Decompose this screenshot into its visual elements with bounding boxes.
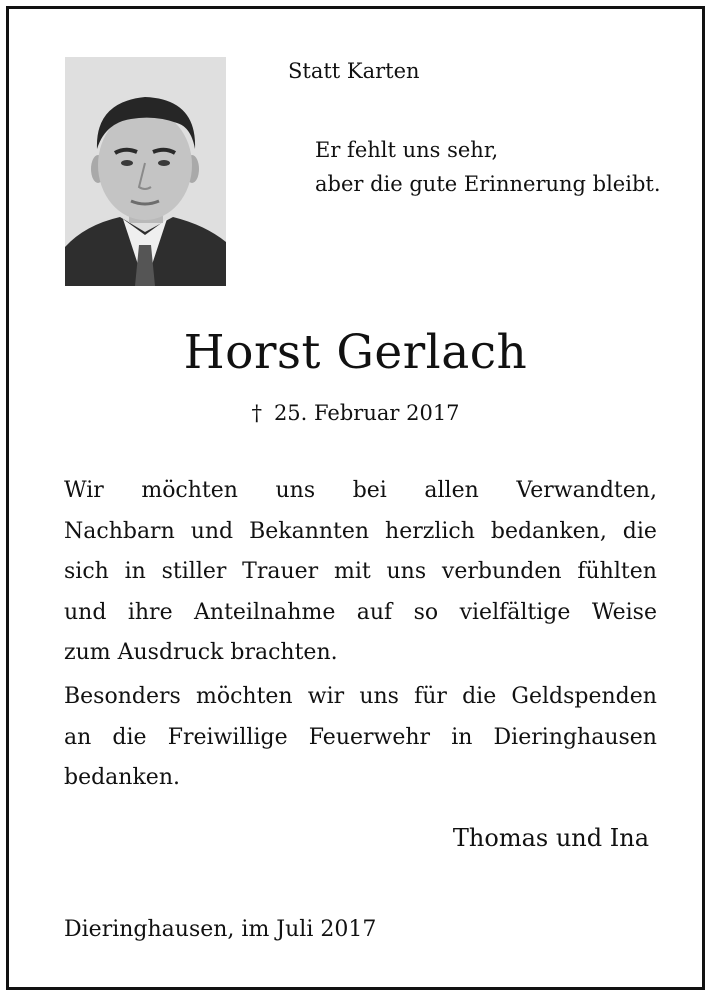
text-word: für bbox=[414, 684, 447, 709]
text-word: möchten bbox=[141, 478, 238, 503]
text-word: und bbox=[64, 599, 107, 625]
text-word: herzlich bbox=[385, 518, 475, 544]
text-word: Dieringhausen bbox=[493, 724, 657, 750]
text-line bbox=[64, 677, 657, 718]
text-word: zum Ausdruck brachten. bbox=[64, 640, 338, 665]
text-word: Geldspenden bbox=[511, 684, 657, 709]
text-word: auf bbox=[356, 599, 393, 625]
text-word: Feuerwehr bbox=[308, 724, 431, 750]
signature: Thomas und Ina bbox=[452, 824, 649, 852]
text-word: Trauer bbox=[242, 559, 319, 584]
text-word: bedanken. bbox=[64, 765, 180, 790]
obituary-notice bbox=[6, 6, 705, 990]
text-word: Verwandten, bbox=[516, 478, 657, 503]
text-word: uns bbox=[275, 478, 316, 503]
text-word: fühlten bbox=[577, 559, 657, 584]
statt-karten-label: Statt Karten bbox=[288, 59, 420, 83]
text-word: uns bbox=[359, 684, 399, 709]
text-word: die bbox=[112, 724, 147, 750]
quote-line-2: aber die gute Erinnerung bleibt. bbox=[315, 172, 661, 196]
text-line bbox=[64, 552, 657, 593]
text-word: Besonders bbox=[64, 684, 181, 709]
text-word: stiller bbox=[161, 559, 227, 584]
text-word: Bekannten bbox=[249, 518, 370, 544]
text-word: Anteilnahme bbox=[194, 599, 336, 625]
text-word: die bbox=[462, 684, 497, 709]
text-line bbox=[64, 633, 657, 674]
text-word: allen bbox=[424, 478, 479, 503]
text-word: Weise bbox=[591, 599, 657, 625]
text-word: ihre bbox=[127, 599, 173, 625]
text-word: und bbox=[190, 518, 234, 544]
text-word: wir bbox=[307, 684, 345, 709]
portrait-photo bbox=[65, 57, 226, 286]
text-word: vielfältige bbox=[459, 599, 571, 625]
death-date: 25. Februar 2017 bbox=[273, 401, 460, 425]
deceased-name: Horst Gerlach bbox=[183, 325, 528, 380]
text-line bbox=[64, 593, 657, 634]
thanks-paragraph-1 bbox=[64, 471, 657, 674]
text-word: Wir bbox=[64, 478, 104, 503]
text-word: bei bbox=[352, 478, 387, 503]
text-word: in bbox=[451, 724, 473, 750]
text-line bbox=[64, 718, 657, 759]
text-word: an bbox=[64, 724, 92, 750]
text-line bbox=[64, 471, 657, 512]
cross-icon: † bbox=[251, 401, 262, 425]
text-word: die bbox=[622, 518, 657, 544]
text-word: uns bbox=[386, 559, 427, 584]
memorial-quote bbox=[315, 133, 661, 201]
text-word: Freiwillige bbox=[167, 724, 288, 750]
quote-line-1: Er fehlt uns sehr, bbox=[315, 138, 499, 162]
text-word: verbunden bbox=[441, 559, 562, 584]
thanks-paragraph-2 bbox=[64, 677, 657, 799]
place-and-date: Dieringhausen, im Juli 2017 bbox=[64, 917, 377, 942]
text-line bbox=[64, 512, 657, 553]
text-word: mit bbox=[333, 559, 371, 584]
text-line bbox=[64, 758, 657, 799]
death-date-line bbox=[9, 401, 702, 425]
text-word: so bbox=[413, 599, 439, 625]
text-word: in bbox=[124, 559, 146, 584]
text-word: bedanken, bbox=[490, 518, 607, 544]
text-word: möchten bbox=[195, 684, 293, 709]
text-word: sich bbox=[64, 559, 109, 584]
text-word: Nachbarn bbox=[64, 518, 175, 544]
